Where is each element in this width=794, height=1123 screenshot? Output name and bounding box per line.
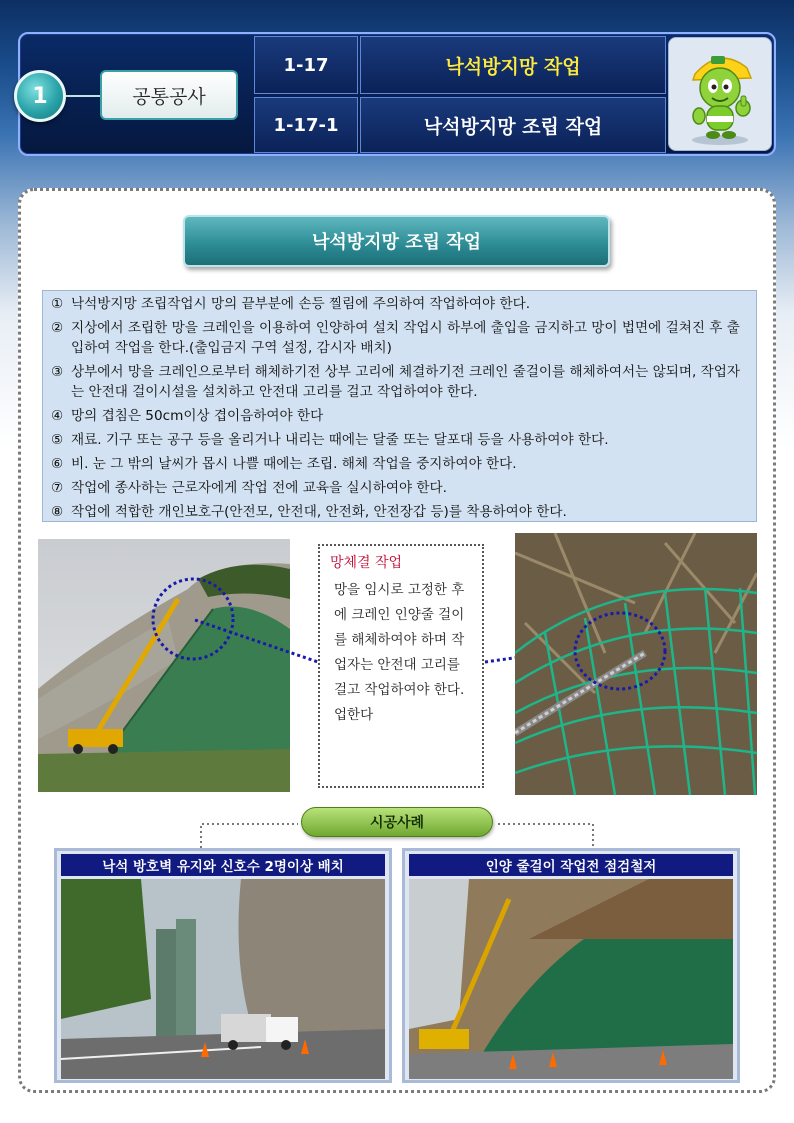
rule-item <box>51 454 748 474</box>
rule-text: 비. 눈 그 밖의 날씨가 몹시 나쁠 때에는 조립. 해체 작업을 중지하여야 한다. <box>71 456 517 472</box>
rule-text: 상부에서 망을 크레인으로부터 해체하기전 상부 고리에 체결하기전 크레인 줄걸이를 해체하여서는 않되며, 작업자는 안전대 걸이시설을 설치하고 안전대 고리를 걸고 작업하여야 한다. <box>71 364 741 400</box>
rule-item <box>51 406 748 426</box>
example-right-caption: 인양 줄걸이 작업전 점검철저 <box>409 854 733 876</box>
barrier-road-photo <box>61 879 385 1079</box>
rule-mark: ③ <box>51 364 64 380</box>
section-number-badge: 1 <box>14 70 66 122</box>
rule-text: 작업에 종사하는 근로자에게 작업 전에 교육을 실시하여야 한다. <box>71 480 447 496</box>
rule-item <box>51 478 748 498</box>
title-sub: 낙석방지망 조립 작업 <box>360 97 666 153</box>
rule-mark: ② <box>51 320 64 336</box>
rule-mark: ⑧ <box>51 504 64 520</box>
example-left-frame <box>54 848 392 1083</box>
rule-mark: ① <box>51 296 64 312</box>
title-main: 낙석방지망 작업 <box>360 36 666 94</box>
rule-item <box>51 318 748 358</box>
code-sub: 1-17-1 <box>254 97 358 153</box>
rule-mark: ⑥ <box>51 456 64 472</box>
rule-text: 낙석방지망 조립작업시 망의 끝부분에 손등 찔림에 주의하여 작업하여야 한다. <box>71 296 531 312</box>
crane-net-photo <box>409 879 733 1079</box>
rule-text: 작업에 적합한 개인보호구(안전모, 안전대, 안전화, 안전장갑 등)를 착용하여야 한다. <box>71 504 567 520</box>
rule-item <box>51 502 748 522</box>
badge-connector <box>66 95 100 97</box>
rule-mark: ⑤ <box>51 432 64 448</box>
example-right-frame <box>402 848 740 1083</box>
net-closeup-photo <box>515 533 757 795</box>
rule-text: 망의 겹침은 50cm이상 겹이음하여야 한다 <box>71 408 324 424</box>
section-title: 낙석방지망 조립 작업 <box>183 215 610 267</box>
callout-body: 망을 임시로 고정한 후에 크레인 인양줄 걸이를 해체하여야 하며 작업자는 안전대 고리를 걸고 작업하여야 한다.업한다 <box>334 582 465 723</box>
example-left-caption: 낙석 방호벽 유지와 신호수 2명이상 배치 <box>61 854 385 876</box>
callout-title: 망체결 작업 <box>330 555 403 571</box>
rule-item <box>51 430 748 450</box>
mascot-worker-icon <box>675 42 765 146</box>
rule-mark: ④ <box>51 408 64 424</box>
rules-box <box>42 290 757 522</box>
rule-text: 지상에서 조립한 망을 크레인을 이용하여 인양하여 설치 작업시 하부에 출입을 금지하고 망이 법면에 걸쳐진 후 출입하여 작업을 한다.(출입금지 구역 설정, 감시자 배치) <box>71 320 740 356</box>
rule-item <box>51 362 748 402</box>
mascot-image <box>668 37 772 151</box>
net-fastening-callout <box>318 544 484 788</box>
category-label: 공통공사 <box>100 70 238 120</box>
code-main: 1-17 <box>254 36 358 94</box>
rule-text: 재료. 기구 또는 공구 등을 올리거나 내리는 때에는 달줄 또는 달포대 등을 사용하여야 한다. <box>71 432 609 448</box>
examples-badge: 시공사례 <box>301 807 493 837</box>
rule-mark: ⑦ <box>51 480 64 496</box>
rule-item <box>51 294 748 314</box>
